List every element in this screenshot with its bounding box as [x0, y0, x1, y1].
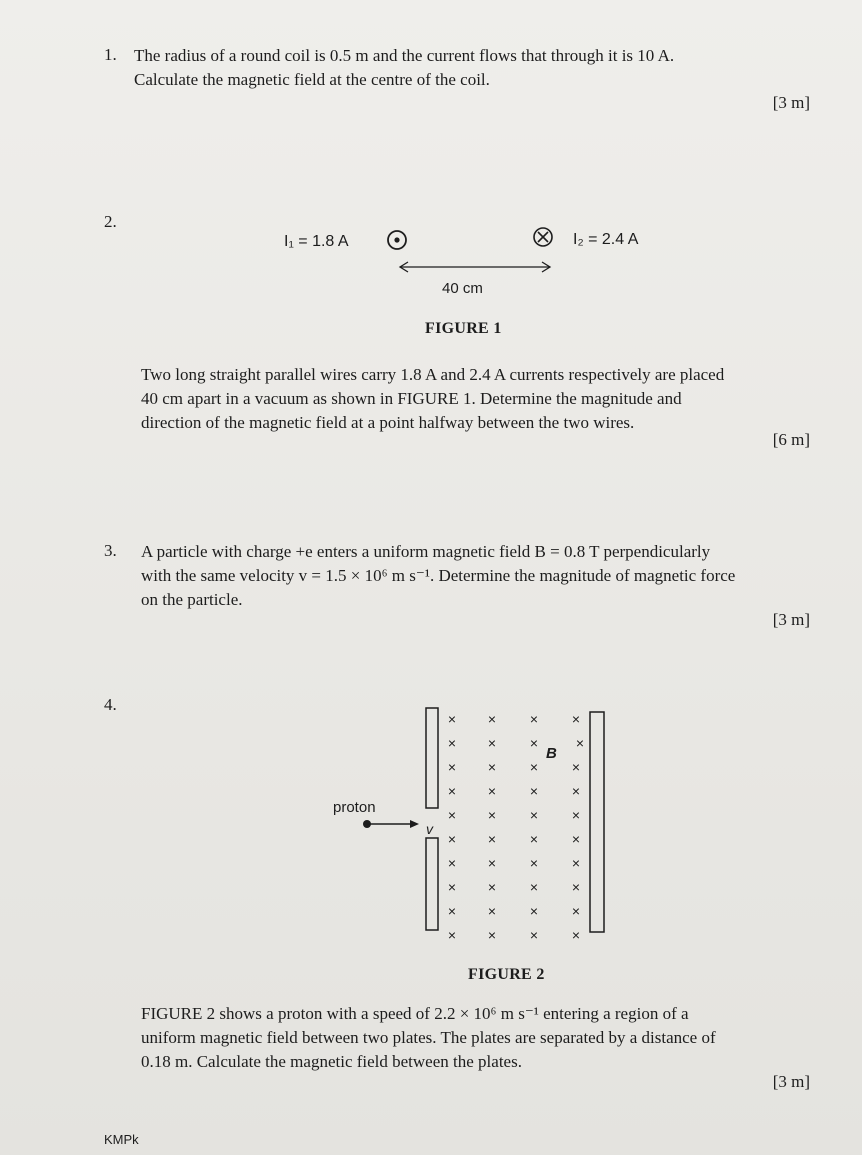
question-1-text-line-1: The radius of a round coil is 0.5 m and the current flows that through it is 10 A. [134, 46, 675, 65]
field-cross-icon: × [487, 711, 497, 727]
field-cross-icon: × [487, 927, 497, 943]
question-2-text-line-3: direction of the magnetic field at a point halfway between the two wires. [141, 413, 635, 432]
field-cross-icon: × [447, 879, 457, 895]
field-cross-icon: × [487, 759, 497, 775]
field-cross-icon: × [529, 759, 539, 775]
field-cross-icon: × [575, 735, 585, 751]
question-4-text-line-3: 0.18 m. Calculate the magnetic field between the plates. [141, 1052, 522, 1071]
question-2-text-line-2: 40 cm apart in a vacuum as shown in FIGURE 1. Determine the magnitude and [141, 389, 682, 408]
current-1-label: I₁ = 1.8 A [284, 233, 349, 250]
question-1-marks: [3 m] [772, 93, 810, 112]
field-cross-icon: × [487, 855, 497, 871]
field-cross-icon: × [487, 735, 497, 751]
field-cross-icon: × [571, 783, 581, 799]
distance-arrow-icon [400, 262, 550, 272]
wire-1-out-of-page-icon [388, 231, 406, 249]
field-cross-icon: × [447, 735, 457, 751]
field-cross-icon: × [529, 855, 539, 871]
magnetic-field-crosses [448, 711, 584, 943]
field-cross-icon: × [447, 927, 457, 943]
field-cross-icon: × [529, 807, 539, 823]
question-3-text-line-1: A particle with charge +e enters a uniform magnetic field B = 0.8 T perpendicularly [141, 542, 711, 561]
wire-2-into-page-icon [534, 228, 552, 246]
field-cross-icon: × [447, 783, 457, 799]
right-plate [590, 712, 604, 932]
field-cross-icon: × [447, 855, 457, 871]
left-plate-lower [426, 838, 438, 930]
figure-1-diagram [270, 218, 670, 308]
field-cross-icon: × [487, 879, 497, 895]
field-cross-icon: × [571, 903, 581, 919]
question-3-marks: [3 m] [772, 610, 810, 629]
field-cross-icon: × [529, 711, 539, 727]
figure-1-caption: FIGURE 1 [425, 320, 502, 337]
field-cross-icon: × [447, 807, 457, 823]
left-plate-upper [426, 708, 438, 808]
field-cross-icon: × [447, 759, 457, 775]
field-cross-icon: × [447, 903, 457, 919]
figure-2-diagram [320, 700, 620, 950]
field-cross-icon: × [571, 831, 581, 847]
velocity-label: v [426, 821, 433, 837]
question-4-number: 4. [104, 695, 117, 714]
field-cross-icon: × [487, 903, 497, 919]
field-cross-icon: × [529, 783, 539, 799]
question-3-number: 3. [104, 541, 117, 560]
figure-2-caption: FIGURE 2 [468, 966, 545, 983]
field-cross-icon: × [529, 879, 539, 895]
question-4-text-line-2: uniform magnetic field between two plates. The plates are separated by a distance of [141, 1028, 716, 1047]
question-3-text-line-2: with the same velocity v = 1.5 × 10⁶ m s⁻¹. Determine the magnitude of magnetic force [141, 566, 736, 585]
magnetic-field-label: B [546, 745, 557, 762]
field-cross-icon: × [571, 927, 581, 943]
field-cross-icon: × [571, 855, 581, 871]
field-cross-icon: × [529, 735, 539, 751]
question-2-marks: [6 m] [772, 430, 810, 449]
field-cross-icon: × [529, 831, 539, 847]
question-1-text-line-2: Calculate the magnetic field at the centre of the coil. [134, 70, 490, 89]
field-cross-icon: × [487, 831, 497, 847]
field-cross-icon: × [529, 927, 539, 943]
proton-label: proton [333, 799, 376, 816]
question-1-number: 1. [104, 45, 117, 64]
field-cross-icon: × [571, 759, 581, 775]
field-cross-icon: × [447, 711, 457, 727]
field-cross-icon: × [571, 711, 581, 727]
field-cross-icon: × [571, 879, 581, 895]
footer-code: KMPk [104, 1132, 139, 1147]
question-4-text-line-1: FIGURE 2 shows a proton with a speed of 2.2 × 10⁶ m s⁻¹ entering a region of a [141, 1004, 689, 1023]
current-2-label: I₂ = 2.4 A [573, 231, 639, 248]
field-cross-icon: × [571, 807, 581, 823]
distance-label: 40 cm [442, 280, 483, 297]
question-4-marks: [3 m] [772, 1072, 810, 1091]
velocity-arrow-icon [410, 820, 419, 828]
field-cross-icon: × [487, 807, 497, 823]
question-2-text-line-1: Two long straight parallel wires carry 1.8 A and 2.4 A currents respectively are placed [141, 365, 725, 384]
question-3-text-line-3: on the particle. [141, 590, 243, 609]
field-cross-icon: × [447, 831, 457, 847]
question-2-number: 2. [104, 212, 117, 231]
field-cross-icon: × [529, 903, 539, 919]
field-cross-icon: × [487, 783, 497, 799]
